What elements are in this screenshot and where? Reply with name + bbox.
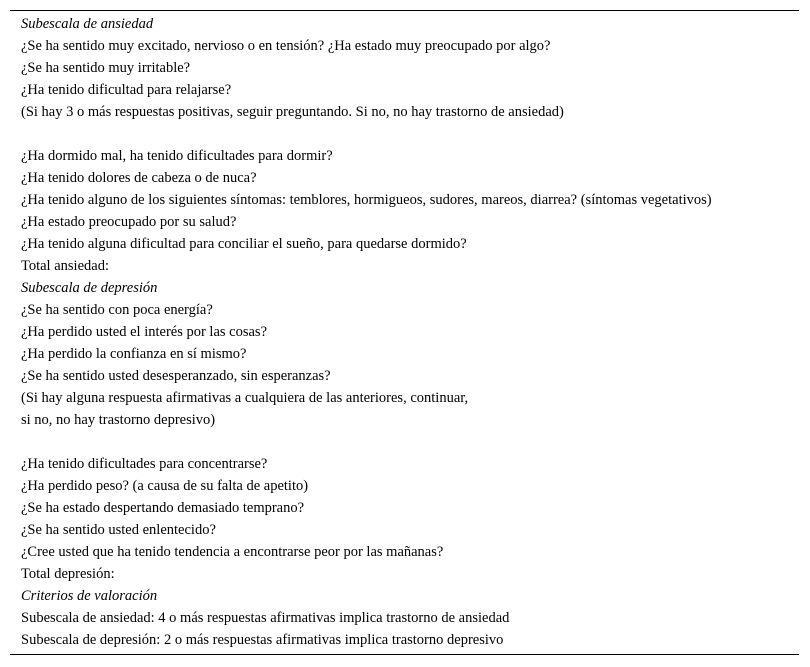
- anxiety-question: ¿Ha dormido mal, ha tenido dificultades para dormir?: [21, 148, 333, 164]
- anxiety-question: ¿Ha estado preocupado por su salud?: [21, 214, 237, 230]
- criteria-item: Subescala de depresión: 2 o más respuestas afirmativas implica trastorno depresivo: [21, 632, 504, 648]
- depression-question: ¿Cree usted que ha tenido tendencia a encontrarse peor por las mañanas?: [21, 544, 444, 560]
- anxiety-question: ¿Ha tenido dificultad para relajarse?: [21, 82, 232, 98]
- depression-question: ¿Ha perdido peso? (a causa de su falta de apetito): [21, 478, 309, 494]
- depression-total: Total depresión:: [21, 566, 115, 582]
- anxiety-heading: Subescala de ansiedad: [21, 16, 154, 32]
- anxiety-total: Total ansiedad:: [21, 258, 109, 274]
- anxiety-question: ¿Se ha sentido muy excitado, nervioso o en tensión? ¿Ha estado muy preocupado por algo?: [21, 38, 551, 54]
- anxiety-question: ¿Ha tenido alguna dificultad para conciliar el sueño, para quedarse dormido?: [21, 236, 467, 252]
- depression-question: ¿Ha perdido usted el interés por las cosas?: [21, 324, 268, 340]
- anxiety-question: ¿Se ha sentido muy irritable?: [21, 60, 191, 76]
- table-content: [21, 13, 799, 651]
- depression-question: ¿Ha tenido dificultades para concentrarse?: [21, 456, 268, 472]
- anxiety-question: ¿Ha tenido alguno de los siguientes síntomas: temblores, hormigueos, sudores, mareos, diarrea? (síntomas vegetativos): [21, 192, 712, 208]
- depression-question: ¿Ha perdido la confianza en sí mismo?: [21, 346, 247, 362]
- depression-heading: Subescala de depresión: [21, 280, 158, 296]
- criteria-heading: Criterios de valoración: [21, 588, 158, 604]
- depression-instruction: si no, no hay trastorno depresivo): [21, 412, 216, 428]
- criteria-item: Subescala de ansiedad: 4 o más respuestas afirmativas implica trastorno de ansiedad: [21, 610, 510, 626]
- depression-question: ¿Se ha sentido usted enlentecido?: [21, 522, 216, 538]
- depression-question: ¿Se ha sentido con poca energía?: [21, 302, 213, 318]
- anxiety-question: ¿Ha tenido dolores de cabeza o de nuca?: [21, 170, 257, 186]
- depression-question: ¿Se ha sentido usted desesperanzado, sin esperanzas?: [21, 368, 331, 384]
- depression-question: ¿Se ha estado despertando demasiado temprano?: [21, 500, 305, 516]
- spacer: [21, 123, 799, 145]
- spacer: [21, 431, 799, 453]
- depression-instruction: (Si hay alguna respuesta afirmativas a cualquiera de las anteriores, continuar,: [21, 390, 469, 406]
- anxiety-instruction: (Si hay 3 o más respuestas positivas, seguir preguntando. Si no, no hay trastorno de ansiedad): [21, 104, 564, 120]
- goldberg-scale-table: [10, 10, 799, 655]
